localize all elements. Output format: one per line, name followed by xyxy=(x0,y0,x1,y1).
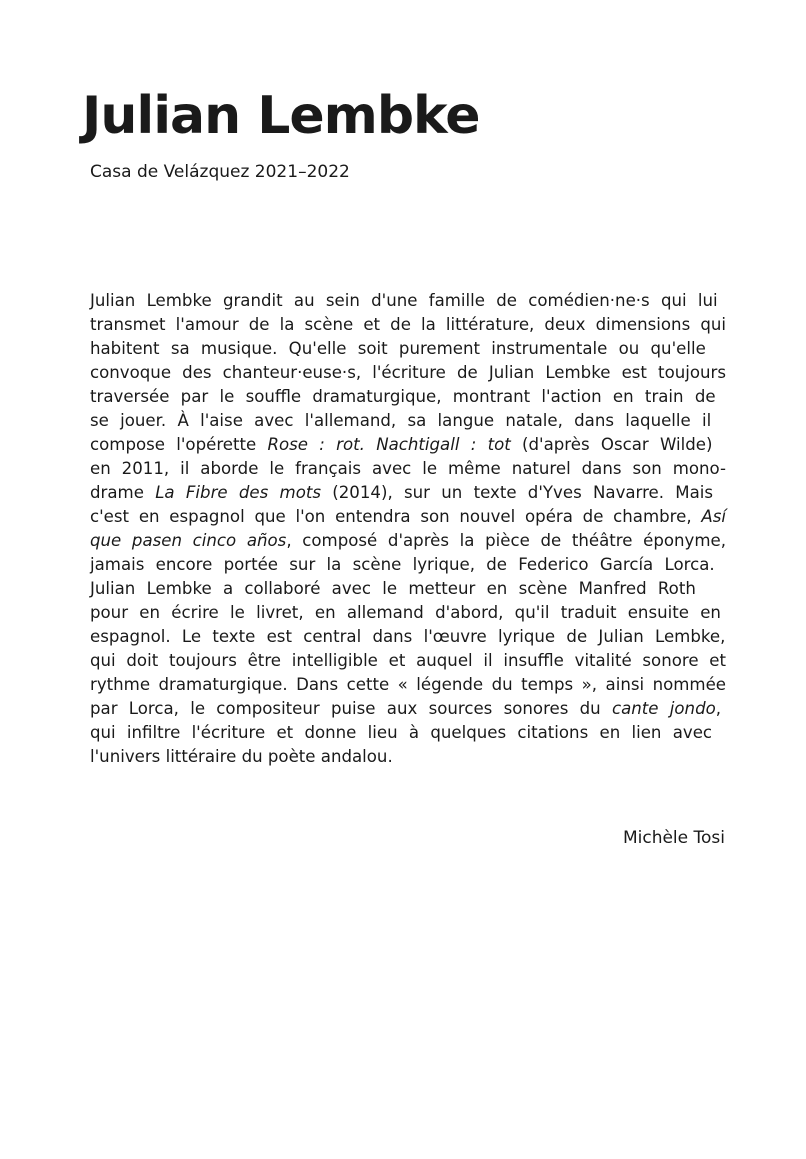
body-line: rythme dramaturgique. Dans cette « légende du temps », ainsi nommée xyxy=(90,675,726,694)
work-title: que pasen cinco años xyxy=(90,531,287,550)
body-line: en 2011, il aborde le français avec le même naturel dans son mono- xyxy=(90,459,726,478)
author-signature: Michèle Tosi xyxy=(622,828,725,848)
body-line: qui doit toujours être intelligible et auquel il insuffle vitalité sonore et xyxy=(90,651,726,670)
body-line: habitent sa musique. Qu'elle soit purement instrumentale ou qu'elle xyxy=(90,339,706,358)
body-line: c'est en espagnol que l'on entendra son nouvel opéra de chambre, Así xyxy=(90,507,726,526)
body-line: espagnol. Le texte est central dans l'œuvre lyrique de Julian Lembke, xyxy=(90,627,726,646)
body-line: convoque des chanteur·euse·s, l'écriture de Julian Lembke est toujours xyxy=(90,363,726,382)
body-line: jamais encore portée sur la scène lyrique, de Federico García Lorca. xyxy=(90,555,715,574)
body-line: Julian Lembke grandit au sein d'une famille de comédien·ne·s qui lui xyxy=(90,291,718,310)
body-line: que pasen cinco años, composé d'après la pièce de théâtre éponyme, xyxy=(90,531,726,550)
body-line: compose l'opérette Rose : rot. Nachtigall : tot (d'après Oscar Wilde) xyxy=(90,435,713,454)
work-title: cante jondo xyxy=(611,699,716,718)
work-title: La Fibre des mots xyxy=(155,483,321,502)
body-line: drame La Fibre des mots (2014), sur un texte d'Yves Navarre. Mais xyxy=(90,483,714,502)
body-line: traversée par le souffle dramaturgique, montrant l'action en train de xyxy=(90,387,716,406)
work-title: Así xyxy=(701,507,726,526)
body-line: se jouer. À l'aise avec l'allemand, sa langue natale, dans laquelle il xyxy=(90,411,712,430)
page-title: Julian Lembke xyxy=(82,86,480,146)
body-text xyxy=(90,289,726,769)
body-line: transmet l'amour de la scène et de la littérature, deux dimensions qui xyxy=(90,315,726,334)
body-line: l'univers littéraire du poète andalou. xyxy=(90,747,393,766)
page-subtitle: Casa de Velázquez 2021–2022 xyxy=(90,162,350,182)
work-title: Rose : rot. Nachtigall : tot xyxy=(267,435,511,454)
body-line: pour en écrire le livret, en allemand d'abord, qu'il traduit ensuite en xyxy=(90,603,721,622)
body-line: par Lorca, le compositeur puise aux sources sonores du cante jondo, xyxy=(90,699,722,718)
body-line: Julian Lembke a collaboré avec le metteur en scène Manfred Roth xyxy=(90,579,696,598)
body-line: qui infiltre l'écriture et donne lieu à quelques citations en lien avec xyxy=(90,723,713,742)
